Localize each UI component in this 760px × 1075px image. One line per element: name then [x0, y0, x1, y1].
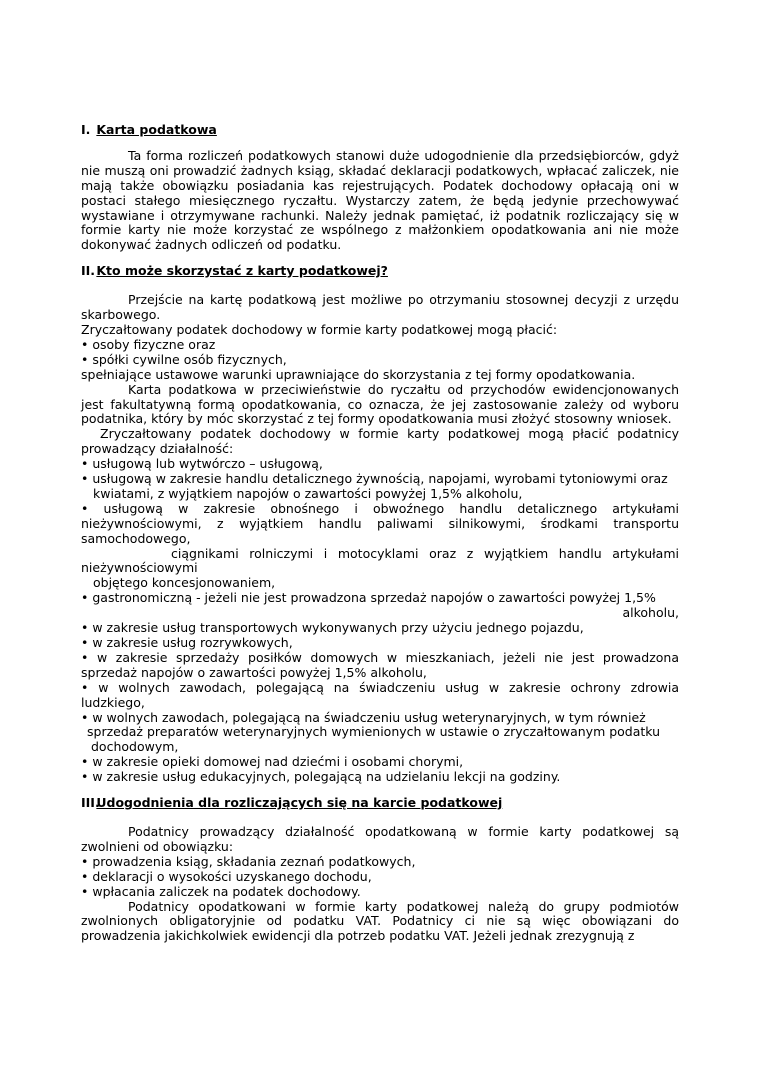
list-item: • w zakresie sprzedaży posiłków domowych w mieszkaniach, jeżeli nie jest prowadzona sprzedaż napojów o zawartości powyżej 1,5% alkoholu,: [81, 649, 679, 680]
section-title: Kto może skorzystać z karty podatkowej?: [96, 263, 388, 279]
list-item-continuation: dochodowym,: [91, 739, 179, 755]
list-item: • w zakresie usług transportowych wykonywanych przy użyciu jednego pojazdu,: [81, 620, 584, 636]
list-item-continuation: kwiatami, z wyjątkiem napojów o zawartości powyżej 1,5% alkoholu,: [93, 485, 523, 501]
list-item: • w wolnych zawodach, polegającą na świadczeniu usług w zakresie ochrony zdrowia ludzkiego,: [81, 679, 679, 710]
section-number: II.: [81, 263, 96, 279]
list-item: • w wolnych zawodach, polegającą na świadczeniu usług weterynaryjnych, w tym również: [81, 709, 646, 725]
section-title: Udogodnienia dla rozliczających się na karcie podatkowej: [96, 795, 503, 811]
list-item: • gastronomiczną - jeżeli nie jest prowadzona sprzedaż napojów o zawartości powyżej 1,5%: [81, 590, 656, 606]
list-item-continuation: ciągnikami rolniczymi i motocyklami oraz z wyjątkiem handlu artykułami nieżywnościowymi: [81, 545, 679, 576]
paragraph-vat: Podatnicy opodatkowani w formie karty podatkowej należą do grupy podmiotów zwolnionych obligatoryjnie od podatku VAT. Podatnicy ci nie są więc obowiązani do prowadzenia jakichkolwiek ewidencji dla potrzeb podatku VAT. Jeżeli jednak zrezygnują z: [81, 898, 679, 944]
list-item: • usługową lub wytwórczo – usługową,: [81, 456, 323, 472]
paragraph-exemptions: Podatnicy prowadzący działalność opodatkowaną w formie karty podatkowej są zwolnieni od obowiązku:: [81, 823, 679, 854]
list-item-continuation: objętego koncesjonowaniem,: [93, 575, 276, 591]
section-heading-2: [81, 264, 679, 279]
list-item: • spółki cywilne osób fizycznych,: [81, 351, 287, 367]
document-page: [81, 123, 679, 944]
list-item: • w zakresie usług edukacyjnych, polegającą na udzielaniu lekcji na godziny.: [81, 769, 561, 785]
section-title: Karta podatkowa: [96, 122, 217, 137]
section-number: I.: [81, 122, 91, 137]
list-item: • usługową w zakresie handlu detalicznego żywnością, napojami, wyrobami tytoniowymi oraz: [81, 471, 668, 487]
list-item: • usługową w zakresie obnośnego i obwoźnego handlu detalicznego artykułami nieżywnościowymi, z wyjątkiem handlu paliwami silnikowymi, środkami transportu samochodowego,: [81, 500, 679, 546]
paragraph-who-pays: Zryczałtowany podatek dochodowy w formie karty podatkowej mogą płacić:: [81, 321, 558, 337]
paragraph-decision: Przejście na kartę podatkową jest możliwe po otrzymaniu stosownej decyzji z urzędu skarbowego.: [81, 292, 679, 323]
list-item: • prowadzenia ksiąg, składania zeznań podatkowych,: [81, 853, 416, 869]
section-heading-1: [81, 123, 679, 138]
list-item-continuation: sprzedaż preparatów weterynaryjnych wymienionych w ustawie o zryczałtowanym podatku: [87, 724, 661, 740]
section-heading-3: [81, 796, 679, 811]
list-item-continuation: alkoholu,: [622, 605, 679, 621]
section-number: III.: [81, 795, 100, 811]
paragraph-conditions: spełniające ustawowe warunki uprawniające do skorzystania z tej formy opodatkowania.: [81, 366, 636, 382]
paragraph-voluntary: Karta podatkowa w przeciwieństwie do ryczałtu od przychodów ewidencjonowanych jest fakultatywną formą opodatkowania, co oznacza, że jej zastosowanie zależy od wyboru podatnika, który by móc skorzystać z tej formy opodatkowania musi złożyć stosowny wniosek.: [81, 381, 679, 427]
paragraph-karta-intro: Ta forma rozliczeń podatkowych stanowi duże udogodnienie dla przedsiębiorców, gdyż nie muszą oni prowadzić żadnych ksiąg, składać deklaracji podatkowych, wpłacać zaliczek, nie mają także obowiązku posiadania kas rejestrujących. Podatek dochodowy opłacają oni w postaci stałego miesięcznego ryczałtu. Wystarczy zatem, że będą jedynie przechowywać wystawiane i otrzymywane rachunki. Należy jednak pamiętać, iż podatnik rozliczający się w formie karty nie może korzystać ze wspólnego z małżonkiem opodatkowania ani nie może dokonywać żadnych odliczeń od podatku.: [81, 147, 679, 253]
list-item: • deklaracji o wysokości uzyskanego dochodu,: [81, 868, 372, 884]
paragraph-activities-intro: Zryczałtowany podatek dochodowy w formie karty podatkowej mogą płacić podatnicy prowadzący działalność:: [81, 426, 679, 457]
list-item: • w zakresie opieki domowej nad dziećmi i osobami chorymi,: [81, 754, 464, 770]
list-item: • wpłacania zaliczek na podatek dochodowy.: [81, 883, 361, 899]
list-item: • w zakresie usług rozrywkowych,: [81, 635, 293, 650]
list-item: • osoby fizyczne oraz: [81, 336, 216, 352]
